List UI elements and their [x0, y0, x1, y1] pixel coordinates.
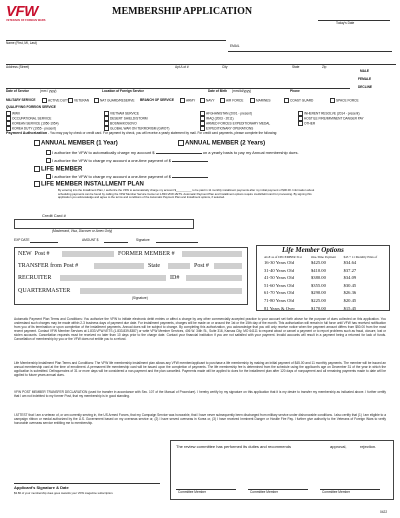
committee-member-2: Committee Member [250, 490, 278, 494]
life-member[interactable]: LIFE MEMBER [34, 166, 82, 174]
email-label: EMAIL [230, 44, 240, 48]
table-row: 51-60 Years Old $355.00 $30.45 [264, 282, 357, 288]
qual-opt[interactable]: AFGHANISTAN (2001 - present) [200, 111, 300, 116]
branch-navy[interactable]: NAVY [200, 98, 214, 103]
qual-opt[interactable]: BOSNIA/KOSOVO [104, 121, 194, 126]
service-date-label: Date of Service [6, 89, 30, 93]
branch-marines[interactable]: MARINES [250, 98, 271, 103]
phone-label: Phone [290, 89, 300, 93]
office-quartermaster: QUARTERMASTER [18, 288, 71, 294]
qualifying-col-1 [6, 111, 96, 131]
qual-opt[interactable]: WWII [6, 111, 96, 116]
todays-date-label: Today's Date [336, 21, 355, 25]
qual-opt[interactable]: KOREAN SERVICE (1950-1954) [6, 121, 96, 126]
committee-member-3: Committee Member [322, 490, 350, 494]
approval-option[interactable]: approval, [330, 444, 347, 449]
table-row: 41-50 Years Old $380.00 $34.09 [264, 275, 357, 281]
amount-label: AMOUNT $ [82, 238, 99, 242]
gender-female[interactable]: FEMALE [358, 77, 372, 81]
qual-opt[interactable]: EXPEDITIONARY OPERATIONS [200, 126, 300, 131]
birth-date-format: (mm/dd/yyyy) [232, 89, 252, 93]
logo-tagline: VETERANS OF FOREIGN WARS [6, 19, 46, 22]
foreign-service-location-label: Location of Foreign Service [102, 89, 144, 93]
installment-text: By entering into the Installment Plan, I authorize the VFW to automatically charge my account $__________ to be paid in 11 monthly installment payments after my initial payment of $00.00. Information about scheduling payments can be found by calling the VFW Member Service Center at 1-833-VFW-VETS. Automatic Payment Plan and Installment options require credit/debit card for processing. By signing this application you acknowledge and agree to the terms and conditions of the Automatic Payment Plan and Installment options, if selected. [58, 188, 315, 199]
review-committee-text: The review committee has performed its duties and recommends [176, 444, 291, 449]
annual-2-years[interactable]: ANNUAL MEMBER (2 Years) [178, 140, 265, 148]
qual-opt[interactable]: KOREA DUTY (1955 - present) [6, 126, 96, 131]
recruiter-id-field[interactable] [186, 275, 242, 281]
exp-date-field[interactable] [30, 242, 58, 243]
branch-army[interactable]: ARMY [180, 98, 195, 103]
vfw-logo [6, 4, 58, 24]
office-post2: Post # [194, 263, 209, 269]
zip-label: Zip [322, 65, 327, 69]
office-former-member: FORMER MEMBER # [118, 251, 175, 257]
qual-opt[interactable]: OTHER [298, 121, 394, 126]
rejection-option[interactable]: rejection. [360, 444, 377, 449]
military-service-label: MILITARY SERVICE [6, 98, 36, 102]
address-label: Address (Street) [6, 65, 30, 69]
payment-authorization [6, 131, 396, 135]
birth-date-label: Date of Birth [208, 89, 228, 93]
quartermaster-field[interactable] [80, 288, 242, 294]
credit-card-note: (Mastercard, Visa, Discover or Amex Only) [52, 229, 113, 233]
email-field[interactable] [228, 51, 392, 52]
installment-terms: Life Membership Installment Plan Terms and Conditions: The VFW life membership installment plan allows any VFW member/applicant to purchase a life membership by making an initial payment of $45.00 and 11 monthly payments. The member will be issued an annual membership card at the time of enrollment. A permanent life membership card will be issued upon the completion of payments. The life membership fee is determined from the schedule using the applicant's age on December 31 of the year in which the application is submitted. Delinquencies of 31 or more days will be considered a non-payment and the plan cancelled. Payments made will be applied to dues for the installment plan after 120 days of nonpayment and all remaining payments made to date will be applied to future years annual dues. [14, 361, 386, 377]
address-field[interactable] [6, 64, 396, 65]
qual-opt[interactable]: VIETNAM SERVICE [104, 111, 194, 116]
auth-life: I authorize the VFW to charge my account a one-time payment of $ [46, 174, 208, 179]
table-row: 16-30 Years Old $425.00 $34.64 [264, 260, 357, 265]
recruiter-field[interactable] [60, 275, 166, 281]
credit-card-input[interactable] [14, 219, 194, 229]
office-id: ID# [170, 275, 180, 281]
office-transfer: TRANSFER from Post # [18, 263, 79, 269]
exp-date-label: EXP DATE [14, 238, 30, 242]
qual-opt[interactable]: DESERT SHIELD/STORM [104, 116, 194, 121]
table-row: 81 Years & Over $170.00 $15.45 [264, 305, 357, 311]
branch-of-service-label: BRANCH OF SERVICE [140, 98, 174, 102]
office-recruiter: RECRUITER [18, 275, 52, 281]
apt-label: Apt./Lot # [175, 65, 189, 69]
qual-opt[interactable]: GLOBAL WAR ON TERRORISM (GWOT) [104, 126, 194, 131]
magazine-note: $3.80 of your membership dues goes towards your VFW magazine subscription. [14, 491, 114, 495]
auth-annual: I authorize the VFW to automatically charge my account $ on a yearly basis to pay my Annual membership dues. [46, 150, 299, 155]
former-member-field[interactable] [182, 251, 242, 257]
branch-space-force[interactable]: SPACE FORCE [330, 98, 359, 103]
office-new: NEW Post # [18, 251, 50, 257]
qual-opt[interactable]: HOSTILE FIRE/IMMINENT DANGER PAY [298, 116, 394, 121]
city-label: City [222, 65, 228, 69]
table-row: 31-40 Years Old $410.00 $37.27 [264, 267, 357, 273]
qual-opt[interactable]: INHERENT RESOLVE (2014 - present) [298, 111, 394, 116]
military-opt-veteran[interactable]: VETERAN [68, 98, 89, 103]
office-state: State [148, 263, 160, 269]
new-post-field[interactable] [62, 251, 114, 257]
payment-note: - You may pay by check or credit card. For payment by check, you will receive a yearly statement by mail. For credit card payments, please complete the following: [48, 131, 278, 135]
page-title: MEMBERSHIP APPLICATION [112, 6, 253, 17]
life-options-table [262, 255, 384, 312]
service-date-format: (mm / yyyy) [40, 89, 57, 93]
table-row: 61-70 Years Old $290.00 $26.36 [264, 290, 357, 296]
branch-air-force[interactable]: AIR FORCE [220, 98, 243, 103]
quartermaster-sig-note: (Signature) [132, 296, 148, 300]
name-field[interactable] [6, 40, 226, 41]
table-header: AGE as of DECEMBER 31st One-Time Payment $45 + 11 Monthly Pmts of [264, 255, 378, 259]
qualifying-col-3 [200, 111, 300, 131]
qual-opt[interactable]: ARMED FORCES EXPEDITIONARY MEDAL [200, 121, 300, 126]
committee-member-1: Committee Member [178, 490, 206, 494]
transfer-state-field[interactable] [168, 263, 190, 269]
signature-field[interactable] [156, 242, 198, 243]
form-code: 0422 [380, 510, 388, 514]
signature-label: Signature [136, 238, 150, 242]
transfer-post-field[interactable] [94, 263, 144, 269]
qualifying-col-2 [104, 111, 194, 131]
auto-payment-terms: Automatic Payment Plan Terms and Conditions: You authorize the VFW to initiate electronic debit entries or affect a charge by any other commercially accepted practice to your account set forth above for the purpose of dues collected on this application. You understand such charges may be made within 2-3 business days of payment due date. For installment payments, charges will be made on or around the 1st or the 15th day of the month. This authorization will remain in full force until VFW has received notification from you of its termination or upon completion of the installment payments. Annual dues will be subject to change. By completing this authorization, you acknowledge that you will only receive notice when the payment amount differs from $50.00 from the most recent payment. Contact VFW Member Services at 1.833.VFW.VETS (1.833.839.8387) or write VFW Member Services, 406 W. 34th St., Suite 316, Kansas City, MO 64111 to request about or cancel a payment or to report problems such as fraud, closure, lost or stolen accounts. Cancellation requests must be received no later than 10 days prior to the charge date. Contact your financial institution if you are not satisfied with your payment. Invalid accounts will result in a payment being a returned for lack of funds. Cancellation of membership by you or the VFW does not entitle you to a refund. [14, 317, 386, 341]
branch-coast-guard[interactable]: COAST GUARD [284, 98, 313, 103]
military-opt-active[interactable]: ACTIVE DUTY [42, 98, 69, 103]
logo-text: VFW [6, 3, 38, 20]
amount-field[interactable] [104, 242, 128, 243]
state-label: State [292, 65, 300, 69]
attestation: I ATTEST that I am a veteran of, or am currently serving in, the US Armed Forces, that my Campaign Service was honorable, that I have never subsequently been discharged from military service under dishonorable conditions. I also certify that (1) I am eligible to a campaign ribbon or medal authorized by the U.S. Government based on my overseas service or, (2) I have served overseas in Korea or, (3) I have received Imminent Danger or Hostile Fire Pay. I further give authority to the Veterans of Foreign Wars to verify honorable overseas service entitling me to membership. [14, 413, 386, 425]
qual-opt[interactable]: OCCUPATIONAL SERVICE [6, 116, 96, 121]
gender-decline[interactable]: DECLINE [358, 85, 372, 89]
qual-opt[interactable]: IRAQ (2003 - 2011) [200, 116, 300, 121]
life-options-title: Life Member Options [282, 246, 344, 254]
name-label: Name (First, MI, Last) [6, 41, 37, 45]
annual-1-year[interactable]: ANNUAL MEMBER (1 Year) [34, 140, 118, 148]
life-installment-plan[interactable]: LIFE MEMBER INSTALLMENT PLAN [34, 181, 144, 189]
qualifying-col-4 [298, 111, 394, 126]
auth-onetime-annual: I authorize the VFW to charge my account a one-time payment of $ [46, 158, 208, 163]
table-row: 71-80 Years Old $225.00 $20.45 [264, 297, 357, 303]
transfer-declaration: VFW POST MEMBER TRANSFER DECLARATION (used for transfer in accordance with Sec. 107 of the Manual of Procedure). I hereby certify by my signature on this application that it is my desire to transfer my membership as indicated above. I further certify that I am not indebted to my former Post, that my membership is in good standing. [14, 390, 386, 398]
gender-male[interactable]: MALE [360, 69, 370, 73]
qualifying-service-label: QUALIFYING FOREIGN SERVICE [6, 105, 56, 109]
military-opt-guard[interactable]: NAT GUARD/RESERVE [94, 98, 135, 103]
applicant-signature-label: Applicant's Signature & Date [14, 485, 69, 490]
payment-label: Payment Authorization [6, 131, 48, 135]
transfer-post2-field[interactable] [214, 263, 242, 269]
credit-card-label: Credit Card # [42, 213, 66, 218]
applicant-signature-field[interactable] [14, 483, 160, 484]
